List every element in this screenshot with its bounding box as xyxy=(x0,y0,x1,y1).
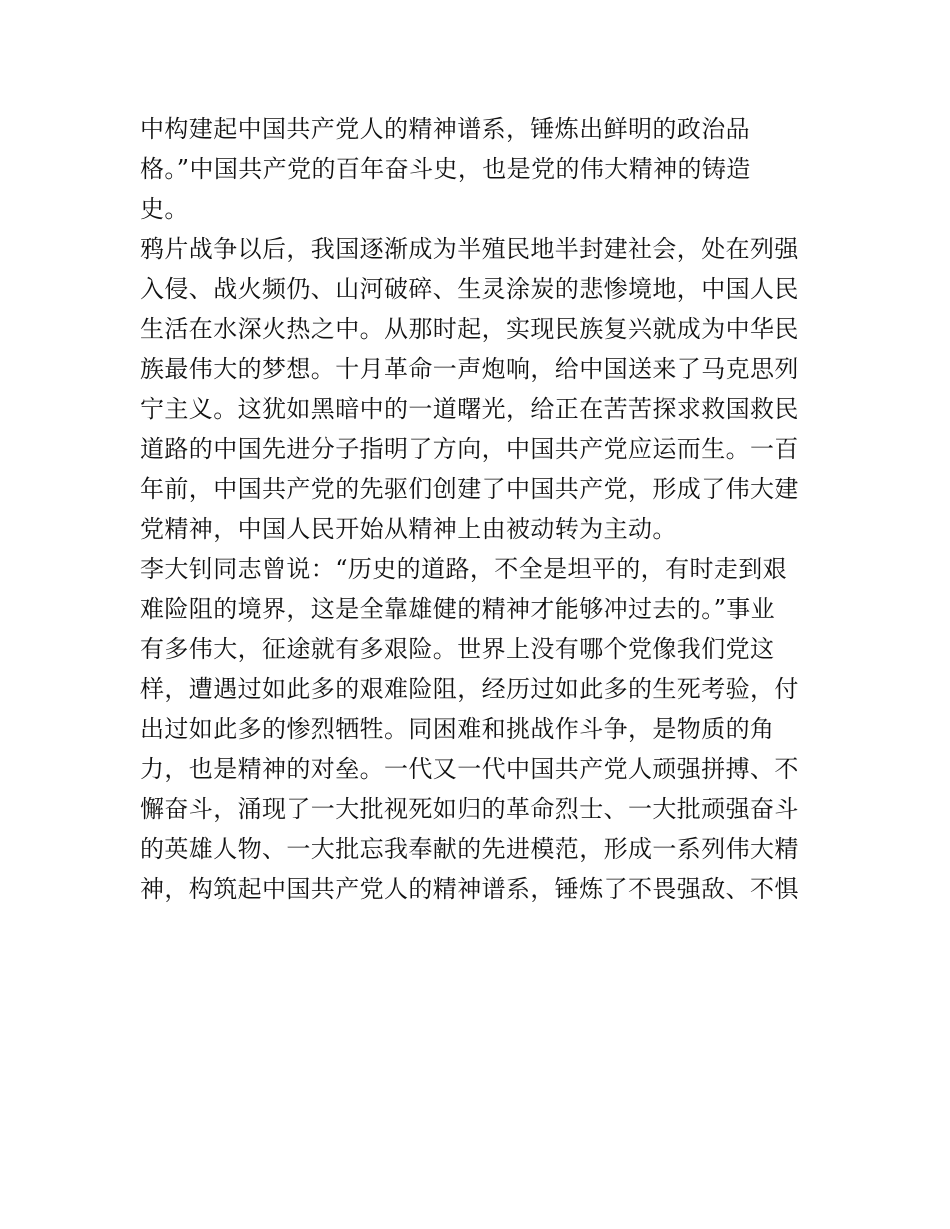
text-line: 鸦片战争以后，我国逐渐成为半殖民地半封建社会，处在列强 xyxy=(140,235,799,263)
paragraph-2 xyxy=(140,229,820,549)
text-line: 年前，中国共产党的先驱们创建了中国共产党，形成了伟大建 xyxy=(140,475,799,503)
text-line: 入侵、战火频仍、山河破碎、生灵涂炭的悲惨境地，中国人民 xyxy=(140,275,799,303)
paragraph-3 xyxy=(140,549,820,909)
text-line: 生活在水深火热之中。从那时起，实现民族复兴就成为中华民 xyxy=(140,315,799,343)
document-body xyxy=(140,109,820,909)
text-line: 样，遭遇过如此多的艰难险阻，经历过如此多的生死考验，付 xyxy=(140,675,799,703)
text-line: 力，也是精神的对垒。一代又一代中国共产党人顽强拼搏、不 xyxy=(140,755,799,783)
text-line: 中构建起中国共产党人的精神谱系，锤炼出鲜明的政治品 xyxy=(140,115,750,143)
text-line: 出过如此多的惨烈牺牲。同困难和挑战作斗争，是物质的角 xyxy=(140,715,775,743)
text-line: 格。”中国共产党的百年奋斗史，也是党的伟大精神的铸造 xyxy=(140,155,751,183)
text-line: 族最伟大的梦想。十月革命一声炮响，给中国送来了马克思列 xyxy=(140,355,799,383)
text-line: 李大钊同志曾说：“历史的道路，不全是坦平的，有时走到艰 xyxy=(140,555,788,583)
text-line: 宁主义。这犹如黑暗中的一道曙光，给正在苦苦探求救国救民 xyxy=(140,395,799,423)
text-line: 有多伟大，征途就有多艰险。世界上没有哪个党像我们党这 xyxy=(140,635,775,663)
text-line: 道路的中国先进分子指明了方向，中国共产党应运而生。一百 xyxy=(140,435,799,463)
text-line: 党精神，中国人民开始从精神上由被动转为主动。 xyxy=(140,515,677,543)
text-line: 懈奋斗，涌现了一大批视死如归的革命烈士、一大批顽强奋斗 xyxy=(140,795,799,823)
paragraph-1 xyxy=(140,109,820,229)
text-line: 神，构筑起中国共产党人的精神谱系，锤炼了不畏强敌、不惧 xyxy=(140,875,799,903)
text-line: 的英雄人物、一大批忘我奉献的先进模范，形成一系列伟大精 xyxy=(140,835,799,863)
text-line: 史。 xyxy=(140,195,189,223)
text-line: 难险阻的境界，这是全靠雄健的精神才能够冲过去的。”事业 xyxy=(140,595,776,623)
